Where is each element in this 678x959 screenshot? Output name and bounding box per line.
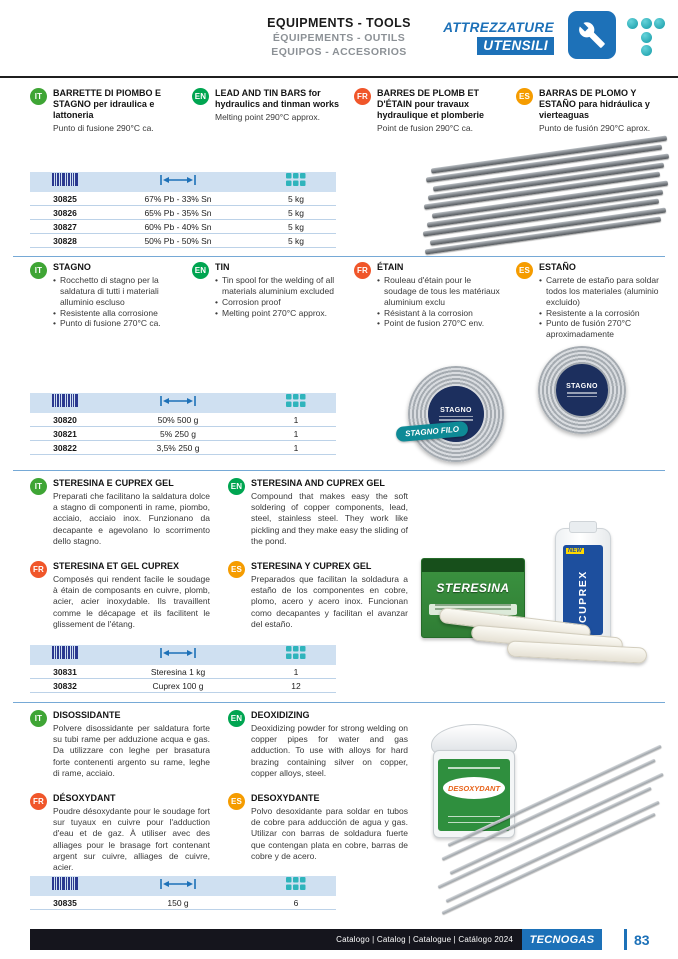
table-row — [30, 679, 336, 693]
lang-block-bars-fr — [354, 88, 502, 134]
footer-separator — [624, 929, 627, 950]
it-badge: IT — [30, 478, 47, 495]
product-title: ÉTAIN — [377, 262, 404, 272]
product-subtitle: Punto di fusione 290°C ca. — [53, 122, 154, 133]
wrench-glyph — [578, 21, 606, 49]
product-description: Compound that makes easy the soft soldering of copper components, lead, steel, stainless steel. They work like pickling and they make easy the sliding of the pond. — [251, 490, 408, 546]
table-row — [30, 234, 336, 248]
product-description: Composés qui rendent facile le soudage à étain de composants en cuivre, plomb, acier, acier inoxydable. Ils travaillent comme le décapage et ils facilitent le glissement de l'étang. — [53, 574, 210, 629]
feature-item: • Resistente alla corrosione — [53, 308, 178, 319]
steresina-products-photo — [415, 528, 667, 673]
product-title: BARRAS DE PLOMO Y ESTAÑO para hidráulica y vierteaguas — [539, 88, 650, 120]
product-title: LEAD AND TIN BARS for hydraulics and tinman works — [215, 88, 340, 109]
feature-item: • Rouleau d'étain pour le soudage de tous les matériaux aluminium exclu — [377, 275, 502, 308]
package-icon — [286, 877, 306, 896]
header-title-es: EQUIPOS - ACCESORIOS — [271, 46, 407, 58]
lang-row-bars — [30, 88, 664, 134]
table-header — [30, 393, 336, 413]
product-code: 30826 — [53, 207, 77, 218]
tin-spools-photo — [388, 326, 666, 476]
product-title: BARRES DE PLOMB ET D'ÉTAIN pour travaux hydraulique et plomberie — [377, 88, 485, 120]
tin-spool — [538, 346, 626, 434]
feature-item: • Punto de fusión 270°C aproximadamente — [539, 318, 664, 340]
lang-grid-steresina — [30, 478, 408, 630]
product-title: STERESINA ET GEL CUPREX — [53, 561, 180, 572]
lang-block-tin-it — [30, 262, 178, 340]
lang-block-deox-it — [30, 710, 210, 779]
product-qty: 5 kg — [287, 207, 305, 218]
product-code: 30825 — [53, 193, 77, 204]
es-badge: ES — [516, 262, 533, 279]
product-desc: 50% 500 g — [157, 414, 199, 425]
product-desc: 3,5% 250 g — [156, 442, 200, 453]
table-row — [30, 427, 336, 441]
product-desc: Cuprex 100 g — [152, 680, 204, 691]
lang-block-bars-en — [192, 88, 340, 134]
table-row — [30, 206, 336, 220]
en-badge: EN — [192, 88, 209, 105]
feature-list — [215, 275, 340, 319]
fr-badge: FR — [30, 561, 47, 578]
product-description: Deoxidizing powder for strong welding on copper pipes for water and gas adduction. To use with alloys for hard brazing containing silver on copper, copper alloys, steel. — [251, 722, 408, 778]
lang-grid-deox — [30, 710, 408, 873]
deox-products-photo — [425, 722, 667, 912]
fr-badge: FR — [354, 262, 371, 279]
product-title: DISOSSIDANTE — [53, 710, 121, 720]
header-titles — [209, 16, 469, 58]
measure-icon — [160, 173, 196, 191]
lang-block-ster-fr — [30, 561, 210, 630]
steresina-stick — [507, 640, 648, 663]
measure-icon — [160, 646, 196, 664]
lead-tin-bars-photo — [434, 150, 666, 254]
product-qty: 1 — [293, 666, 299, 677]
feature-item: • Carrete de estaño para soldar todos los materiales (aluminio excluido) — [539, 275, 664, 308]
header-title-en: EQUIPMENTS - TOOLS — [267, 16, 411, 30]
product-subtitle: Point de fusion 290°C ca. — [377, 122, 474, 133]
table-row — [30, 441, 336, 455]
box-top-band — [422, 559, 524, 572]
lang-block-ster-it — [30, 478, 210, 547]
spool-label-text: STAGNO — [566, 383, 598, 390]
feature-item: • Punto di fusione 270°C ca. — [53, 318, 178, 329]
product-title: BARRETTE DI PIOMBO E STAGNO per idraulica e lattoneria — [53, 88, 162, 120]
es-badge: ES — [228, 793, 245, 810]
product-qty: 5 kg — [287, 193, 305, 204]
product-desc: 65% Pb - 35% Sn — [144, 207, 212, 218]
feature-item: • Rocchetto di stagno per la saldatura di tutti i materiali alluminio escluso — [53, 275, 178, 308]
package-icon — [286, 394, 306, 413]
bottle-cap — [569, 521, 597, 533]
cuprex-label-text: CUPREX — [577, 570, 589, 623]
steresina-box-label: STERESINA — [436, 581, 510, 595]
product-subtitle: Punto de fusión 290°C aprox. — [539, 122, 651, 133]
product-title: STERESINA E CUPREX GEL — [53, 478, 174, 488]
en-badge: EN — [228, 710, 245, 727]
product-desc: Steresina 1 kg — [150, 666, 206, 677]
table-row — [30, 192, 336, 206]
product-description: Polvo desoxidante para soldar en tubos de cobre para adducción de agua y gas. Utilizar con barras de soldadura fuerte que contengan plata en cobre, barras de cobre y de acero. — [251, 806, 408, 861]
bars-table — [30, 172, 336, 248]
feature-item: • Résistant à la corrosion — [377, 308, 502, 319]
header-divider — [0, 76, 678, 78]
product-subtitle: Melting point 290°C approx. — [215, 111, 320, 122]
product-description: Preparados que facilitan la soldadura a estaño de los componentes en cobre, plomo, acero y acero inox. Funcionan como decapantes y facilitan el avanzar del estaño. — [251, 574, 408, 629]
product-code: 30828 — [53, 235, 77, 246]
section-divider — [13, 702, 665, 703]
product-code: 30820 — [53, 414, 77, 425]
brand-block — [443, 20, 554, 55]
jar-body — [433, 750, 515, 838]
jar-label-text: DESOXYDANT — [443, 777, 505, 799]
lang-block-deox-es — [228, 793, 408, 873]
barcode-icon — [52, 646, 78, 664]
es-badge: ES — [516, 88, 533, 105]
product-qty: 6 — [293, 897, 299, 908]
package-icon — [286, 173, 306, 192]
lang-block-ster-en — [228, 478, 408, 547]
header-title-fr: ÉQUIPEMENTS - OUTILS — [272, 32, 406, 44]
lang-block-tin-en — [192, 262, 340, 340]
product-title: STAGNO — [53, 262, 91, 272]
feature-list — [377, 275, 502, 329]
product-code: 30822 — [53, 442, 77, 453]
tecnogas-dots-logo — [622, 11, 670, 59]
table-row — [30, 665, 336, 679]
feature-item: • Melting point 270°C approx. — [215, 308, 340, 319]
brand-line-utensili: UTENSILI — [477, 37, 554, 55]
table-row — [30, 413, 336, 427]
product-code: 30832 — [53, 680, 77, 691]
section-divider — [13, 256, 665, 257]
product-code: 30835 — [53, 897, 77, 908]
cuprex-label — [563, 545, 603, 635]
spool-label-text: STAGNO — [440, 406, 472, 414]
product-title: DEOXIDIZING — [251, 710, 310, 720]
product-desc: 150 g — [167, 897, 189, 908]
table-header — [30, 645, 336, 665]
product-description: Poudre désoxydante pour le soudage fort sur tuyaux en cuivre pour l'adduction d'eau et de gaz. À utiliser avec des alliages pour le brasage fort contenant argent sur cuivre, alliages de cuivre, acier. — [53, 806, 210, 873]
product-qty: 1 — [293, 442, 299, 453]
en-badge: EN — [228, 478, 245, 495]
product-code: 30821 — [53, 428, 77, 439]
es-badge: ES — [228, 561, 245, 578]
section-divider — [13, 470, 665, 471]
footer-brand-tecnogas: TECNOGAS — [522, 929, 602, 950]
footer-bar — [30, 929, 522, 950]
it-badge: IT — [30, 88, 47, 105]
lang-block-deox-en — [228, 710, 408, 779]
product-title: TIN — [215, 262, 230, 272]
product-qty: 5 kg — [287, 235, 305, 246]
feature-item: • Corrosion proof — [215, 297, 340, 308]
feature-item: • Resistente a la corrosión — [539, 308, 664, 319]
stagno-filo-badge: STAGNO FILO — [395, 421, 468, 442]
product-desc: 50% Pb - 50% Sn — [144, 235, 212, 246]
steresina-table — [30, 645, 336, 693]
it-badge: IT — [30, 262, 47, 279]
product-title: STERESINA Y CUPREX GEL — [251, 561, 372, 572]
feature-list — [53, 275, 178, 329]
desoxydant-jar — [431, 736, 517, 838]
table-row — [30, 896, 336, 910]
lang-block-deox-fr — [30, 793, 210, 873]
product-qty: 1 — [293, 414, 299, 425]
table-row — [30, 220, 336, 234]
fr-badge: FR — [30, 793, 47, 810]
tin-spool — [408, 366, 504, 462]
footer-catalog-line: Catalogo | Catalog | Catalogue | Catálogo 2024 — [336, 935, 513, 944]
barcode-icon — [52, 394, 78, 412]
measure-icon — [160, 877, 196, 895]
product-description: Preparati che facilitano la saldatura dolce a stagno di componenti in rame, piombo, acciaio, acciaio inox. Funzionano da decapante e agevolano lo scorrimento dello stagno. — [53, 490, 210, 546]
product-title: STERESINA AND CUPREX GEL — [251, 478, 385, 488]
package-icon — [286, 646, 306, 665]
page-number: 83 — [634, 931, 650, 948]
product-title: ESTAÑO — [539, 262, 576, 272]
product-title: DESOXYDANTE — [251, 793, 320, 804]
product-qty: 12 — [291, 680, 301, 691]
feature-item: • Point de fusion 270°C env. — [377, 318, 502, 329]
lang-block-bars-es — [516, 88, 664, 134]
lang-block-ster-es — [228, 561, 408, 630]
wrench-icon — [568, 11, 616, 59]
product-description: Polvere disossidante per saldatura forte su tubi rame per adduzione acqua e gas. Da utilizzare con leghe per brasatura forte contenenti argento su rame, leghe di rame, acciaio. — [53, 722, 210, 778]
product-code: 30831 — [53, 666, 77, 677]
barcode-icon — [52, 877, 78, 895]
it-badge: IT — [30, 710, 47, 727]
table-header — [30, 876, 336, 896]
tin-table — [30, 393, 336, 455]
brand-line-attrezzature: ATTREZZATURE — [443, 20, 554, 35]
product-desc: 5% 250 g — [160, 428, 196, 439]
spool-label — [556, 364, 607, 415]
en-badge: EN — [192, 262, 209, 279]
barcode-icon — [52, 173, 78, 191]
fr-badge: FR — [354, 88, 371, 105]
deox-table — [30, 876, 336, 910]
product-code: 30827 — [53, 221, 77, 232]
product-qty: 1 — [293, 428, 299, 439]
table-header — [30, 172, 336, 192]
product-desc: 60% Pb - 40% Sn — [144, 221, 212, 232]
product-title: DÉSOXYDANT — [53, 793, 116, 804]
product-desc: 67% Pb - 33% Sn — [144, 193, 212, 204]
feature-item: • Tin spool for the welding of all materials aluminium excluded — [215, 275, 340, 297]
new-tag: NEW — [568, 548, 582, 554]
product-qty: 5 kg — [287, 221, 305, 232]
measure-icon — [160, 394, 196, 412]
lang-block-bars-it — [30, 88, 178, 134]
